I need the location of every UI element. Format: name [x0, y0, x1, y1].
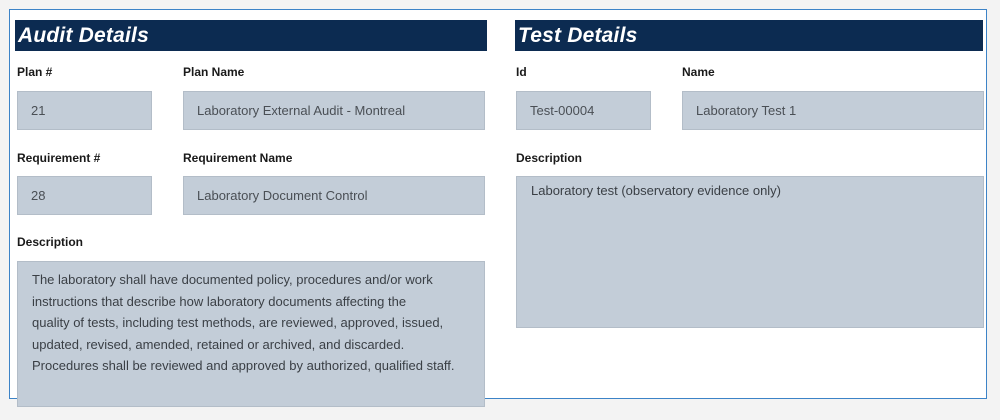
requirement-name-field[interactable]	[183, 176, 485, 215]
requirement-name-value: Laboratory Document Control	[197, 188, 368, 203]
plan-name-label: Plan Name	[183, 65, 245, 79]
details-panel	[9, 9, 987, 399]
plan-name-value: Laboratory External Audit - Montreal	[197, 103, 406, 118]
test-name-value: Laboratory Test 1	[696, 103, 797, 118]
description-line: instructions that describe how laboratory documents affecting the	[32, 293, 407, 309]
test-description-value: Laboratory test (observatory evidence only)	[531, 183, 782, 198]
description-line: quality of tests, including test methods, are reviewed, approved, issued,	[32, 315, 444, 330]
description-line: The laboratory shall have documented policy, procedures and/or work	[32, 272, 433, 287]
plan-number-field[interactable]	[17, 91, 152, 130]
test-id-field[interactable]	[516, 91, 651, 130]
requirement-number-label: Requirement #	[17, 151, 101, 165]
plan-name-field[interactable]	[183, 91, 485, 130]
plan-number-value: 21	[31, 103, 46, 118]
test-name-label: Name	[682, 65, 715, 79]
test-details-header: Test Details	[515, 20, 983, 51]
requirement-number-field[interactable]	[17, 176, 152, 215]
requirement-number-value: 28	[31, 188, 46, 203]
plan-number-label: Plan #	[17, 65, 53, 79]
test-description-field[interactable]	[516, 176, 984, 328]
audit-description-label: Description	[17, 235, 84, 249]
audit-details-header: Audit Details	[15, 20, 487, 51]
test-details-section	[515, 20, 983, 198]
test-description-label: Description	[516, 151, 583, 165]
audit-details-section	[15, 20, 487, 373]
requirement-name-label: Requirement Name	[183, 151, 293, 165]
test-name-field[interactable]	[682, 91, 984, 130]
test-id-label: Id	[516, 65, 527, 79]
test-id-value: Test-00004	[530, 103, 595, 118]
audit-description-field[interactable]	[17, 261, 485, 407]
description-line: Procedures shall be reviewed and approved by authorized, qualified staff.	[32, 358, 455, 373]
description-line: updated, revised, amended, retained or archived, and discarded.	[32, 336, 405, 352]
